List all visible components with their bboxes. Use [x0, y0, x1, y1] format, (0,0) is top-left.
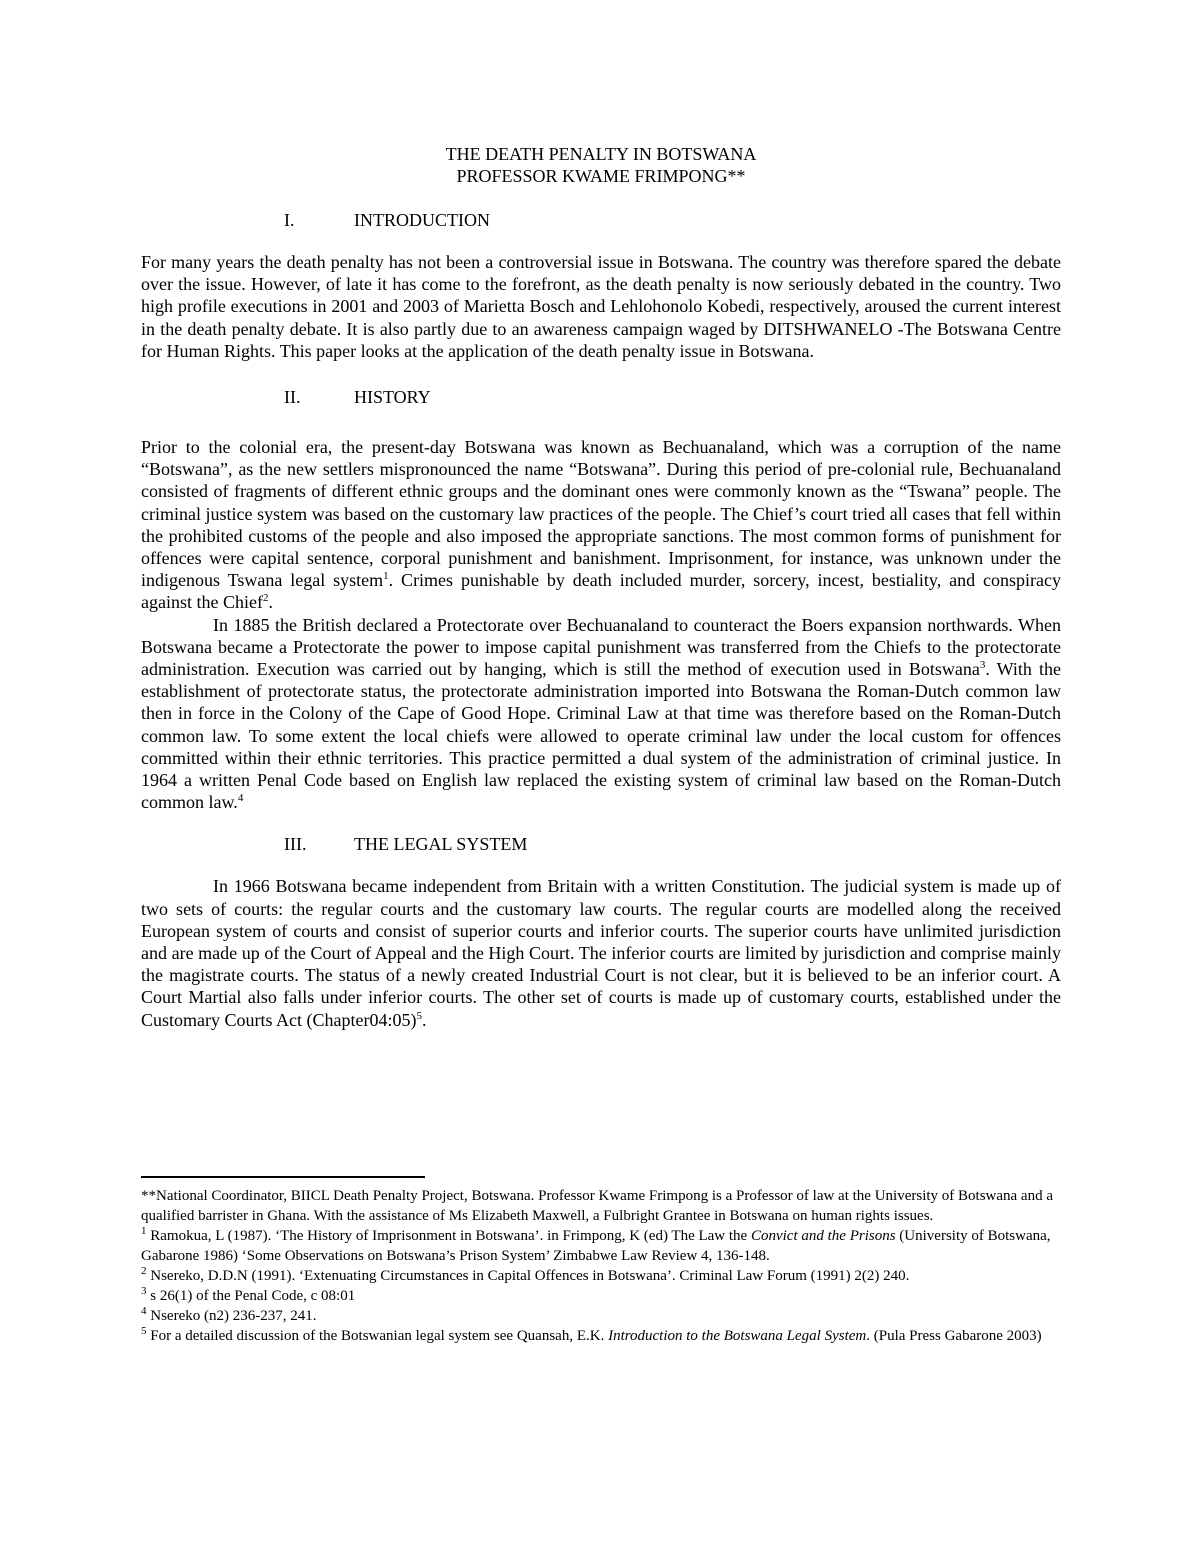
legal-system-paragraph: In 1966 Botswana became independent from Britain with a written Constitution. The judicial system is made up of two sets of courts: the regular courts and the customary law courts. The regular courts are modelled along the received European system of courts and consist of superior courts and inferior courts. The superior courts have unlimited jurisdiction and are made up of the Court of Appeal and the High Court. The inferior courts are limited by jurisdiction and comprise mainly the magistrate courts. The status of a newly created Industrial Court is not clear, but it is believed to be an inferior court. A Court Martial also falls under inferior courts. The other set of courts is made up of customary courts, established under the Customary Courts Act (Chapter04:05)$^5$. — [141, 876, 1061, 1030]
footnote-number: 3 — [141, 1285, 147, 1297]
footnote-number: 4 — [141, 1305, 147, 1317]
section-title: THE LEGAL SYSTEM — [354, 834, 528, 855]
footnote-ref: 2 — [262, 592, 269, 605]
section-heading-legal-system — [141, 833, 1061, 855]
introduction-paragraph: For many years the death penalty has not been a controversial issue in Botswana. The country was therefore spared the debate over the issue. However, of late it has come to the forefront, as the death penalty is now seriously debated in the country. Two high profile executions in 2001 and 2003 of Marietta Bosch and Lehlohonolo Kobedi, respectively, aroused the current interest in the death penalty debate. It is also partly due to an awareness campaign waged by DITSHWANELO -The Botswana Centre for Human Rights. This paper looks at the application of the death penalty issue in Botswana. — [141, 252, 1061, 361]
author-line: PROFESSOR KWAME FRIMPONG** — [456, 166, 746, 186]
footnote-author: **National Coordinator, BIICL Death Penalty Project, Botswana. Professor Kwame Frimpong is a Professor of law at the University of Botswana and a qualified barrister in Ghana. With the assistance of Ms Elizabeth Maxwell, a Fulbright Grantee in Botswana on human rights issues. — [141, 1188, 1053, 1224]
footnote-ref: 3 — [979, 659, 986, 672]
section-title: HISTORY — [354, 387, 431, 408]
footnote-number: 2 — [141, 1265, 147, 1277]
title-block — [141, 143, 1061, 187]
footnote-number: 5 — [141, 1325, 147, 1337]
document-page — [141, 143, 1061, 1031]
history-paragraph-1: Prior to the colonial era, the present-day Botswana was known as Bechuanaland, which was a corruption of the name “Botswana”, as the new settlers mispronounced the name “Botswana”. During this period of pre-colonial rule, Bechuanaland consisted of fragments of different ethnic groups and the dominant ones were commonly known as the “Tswana” people. The criminal justice system was based on the customary law practices of the people. The Chief’s court tried all cases that fell within the prohibited customs of the people and also imposed the appropriate sanctions. The most common forms of punishment for offences were capital sentence, corporal punishment and banishment. Imprisonment, for instance, was unknown under the indigenous Tswana legal system$^1$. Crimes punishable by death included murder, sorcery, incest, bestiality, and conspiracy against the Chief$^2$. — [141, 437, 1062, 613]
footnote-ref: 5 — [416, 1009, 422, 1022]
footnote-3: $^3$ s 26(1) of the Penal Code, c 08:01 — [141, 1285, 356, 1304]
footnote-separator — [141, 1176, 425, 1178]
footnote-5: $^5$ For a detailed discussion of the Botswanian legal system see Quansah, E.K. Introduction to the Botswana Legal System. (Pula Press Gabarone 2003) — [141, 1325, 1042, 1344]
footnotes — [141, 1186, 1061, 1346]
section-title: INTRODUCTION — [354, 210, 490, 230]
section-number: III. — [284, 834, 307, 855]
section-heading-history — [141, 386, 1061, 408]
footnote-ref: 1 — [383, 570, 389, 583]
document-title: THE DEATH PENALTY IN BOTSWANA — [445, 144, 757, 164]
history-paragraph-2: In 1885 the British declared a Protectorate over Bechuanaland to counteract the Boers expansion northwards. When Botswana became a Protectorate the power to impose capital punishment was transferred from the Chiefs to the protectorate administration. Execution was carried out by hanging, which is still the method of execution used in Botswana$^3$. With the establishment of protectorate status, the protectorate administration imported into Botswana the Roman-Dutch common law then in force in the Colony of the Cape of Good Hope. Criminal Law at that time was therefore based on the Roman-Dutch common law. To some extent the local chiefs were allowed to operate criminal law under the local custom for offences committed within their ethnic territories. This practice permitted a dual system of the administration of criminal justice. In 1964 a written Penal Code based on English law replaced the existing system of criminal law based on the Roman-Dutch common law.$^4$ — [141, 614, 1061, 813]
section-heading-introduction — [141, 209, 1061, 231]
footnote-1: $^1$ Ramokua, L (1987). ‘The History of Imprisonment in Botswana’. in Frimpong, K (ed) The Law the Convict and the Prisons (University of Botswana, Gabarone 1986) ‘Some Observations on Botswana’s Prison System’ Zimbabwe Law Review 4, 136-148. — [141, 1225, 1051, 1264]
section-number: II. — [284, 387, 301, 408]
footnote-2: $^2$ Nsereko, D.D.N (1991). ‘Extenuating Circumstances in Capital Offences in Botswana’. Criminal Law Forum (1991) 2(2) 240. — [141, 1265, 910, 1284]
footnote-ref: 4 — [237, 792, 244, 805]
footnote-number: 1 — [141, 1225, 147, 1237]
footnote-4: $^4$ Nsereko (n2) 236-237, 241. — [141, 1305, 317, 1324]
section-number: I. — [284, 210, 295, 230]
